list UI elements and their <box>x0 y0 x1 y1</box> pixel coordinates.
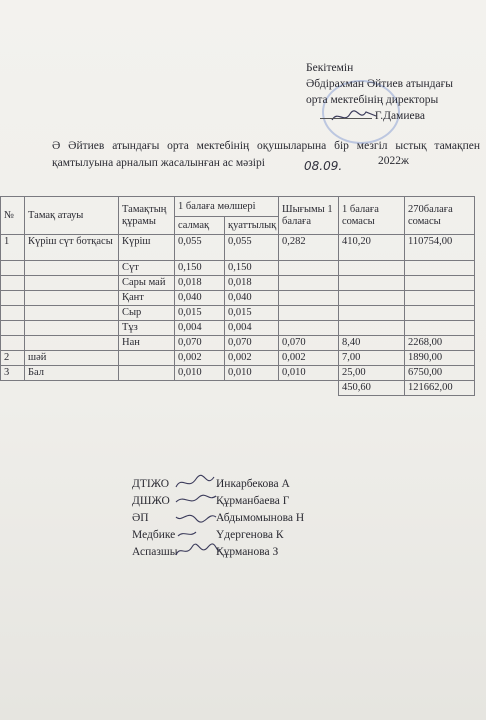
header-yield: Шығымы 1 балаға <box>279 197 339 235</box>
signature-name: Құрманбаева Г <box>216 495 290 507</box>
table-row <box>1 291 475 306</box>
total-price270: 121662,00 <box>405 381 475 396</box>
table-row <box>1 321 475 336</box>
cell-yield <box>279 321 339 336</box>
title-line1: Ә Әйтиев атындағы орта мектебінің оқушыларына бір мезгіл ыстық тамақпен <box>52 140 480 152</box>
cell-ingredient: Күріш <box>119 235 175 261</box>
signature-row <box>132 544 392 561</box>
menu-table <box>0 196 475 396</box>
cell-yield: 0,010 <box>279 366 339 381</box>
header-net: қуаттылық <box>225 217 279 235</box>
header-composition: Тамақтың құрамы <box>119 197 175 235</box>
cell-yield <box>279 276 339 291</box>
signature-block <box>132 476 392 561</box>
cell-ingredient: Сүт <box>119 261 175 276</box>
header-num: № <box>1 197 25 235</box>
cell-price270 <box>405 306 475 321</box>
cell-net: 0,015 <box>225 306 279 321</box>
cell-price270 <box>405 291 475 306</box>
cell-num: 2 <box>1 351 25 366</box>
signature-row <box>132 476 392 493</box>
signature-role: ДШЖО <box>132 495 170 507</box>
cell-gross: 0,040 <box>175 291 225 306</box>
cell-price270: 2268,00 <box>405 336 475 351</box>
table-row <box>1 276 475 291</box>
table-row <box>1 261 475 276</box>
cell-ingredient <box>119 366 175 381</box>
cell-gross: 0,015 <box>175 306 225 321</box>
cell-num: 3 <box>1 366 25 381</box>
cell-gross: 0,070 <box>175 336 225 351</box>
cell-dish <box>25 336 119 351</box>
header-price270: 270балаға сомасы <box>405 197 475 235</box>
signature-role: ӘП <box>132 512 149 524</box>
signature-name: Құрманова З <box>216 546 279 558</box>
cell-gross: 0,018 <box>175 276 225 291</box>
cell-num <box>1 321 25 336</box>
cell-price270 <box>405 321 475 336</box>
cell-price270 <box>405 261 475 276</box>
cell-yield <box>279 261 339 276</box>
cell-yield <box>279 291 339 306</box>
cell-net: 0,018 <box>225 276 279 291</box>
cell-ingredient <box>119 351 175 366</box>
cell-ingredient: Қант <box>119 291 175 306</box>
cell-gross: 0,002 <box>175 351 225 366</box>
cell-price1: 7,00 <box>339 351 405 366</box>
cell-net: 0,070 <box>225 336 279 351</box>
signature-name: Инкарбекова А <box>216 478 290 490</box>
signature-role: Аспазшы <box>132 546 178 558</box>
handwritten-signature <box>174 541 222 561</box>
cell-price1 <box>339 321 405 336</box>
header-norm: 1 балаға мөлшері <box>175 197 279 217</box>
cell-ingredient: Сары май <box>119 276 175 291</box>
cell-num <box>1 291 25 306</box>
total-price1: 450,60 <box>339 381 405 396</box>
cell-dish <box>25 291 119 306</box>
signature-role: ДТІЖО <box>132 478 170 490</box>
table-row <box>1 336 475 351</box>
table-row <box>1 366 475 381</box>
cell-price1 <box>339 306 405 321</box>
cell-price1: 25,00 <box>339 366 405 381</box>
menu-date: 08.09. <box>304 159 343 173</box>
cell-price270: 110754,00 <box>405 235 475 261</box>
cell-dish <box>25 306 119 321</box>
cell-net: 0,010 <box>225 366 279 381</box>
signature-row <box>132 527 392 544</box>
cell-dish: Бал <box>25 366 119 381</box>
cell-ingredient: Тұз <box>119 321 175 336</box>
cell-ingredient: Сыр <box>119 306 175 321</box>
cell-price270: 6750,00 <box>405 366 475 381</box>
cell-price1 <box>339 276 405 291</box>
cell-num <box>1 336 25 351</box>
cell-num <box>1 261 25 276</box>
document-title <box>52 138 480 172</box>
cell-net: 0,002 <box>225 351 279 366</box>
title-line2: қамтылуына арналып жасалынған ас мәзірі <box>52 157 265 169</box>
cell-price1 <box>339 261 405 276</box>
header-gross: салмақ <box>175 217 225 235</box>
cell-price270: 1890,00 <box>405 351 475 366</box>
cell-dish <box>25 321 119 336</box>
cell-price270 <box>405 276 475 291</box>
signature-name: Үдергенова К <box>216 529 284 541</box>
cell-price1: 8,40 <box>339 336 405 351</box>
cell-gross: 0,010 <box>175 366 225 381</box>
cell-net: 0,055 <box>225 235 279 261</box>
signature-name: Абдымомынова Н <box>216 512 305 524</box>
signature-row <box>132 510 392 527</box>
cell-yield: 0,002 <box>279 351 339 366</box>
cell-ingredient: Нан <box>119 336 175 351</box>
approval-heading: Бекітемін <box>306 62 354 74</box>
approval-block <box>306 60 482 124</box>
approval-director: Г.Дамиева <box>306 108 482 124</box>
cell-num <box>1 306 25 321</box>
cell-dish <box>25 261 119 276</box>
cell-net: 0,004 <box>225 321 279 336</box>
cell-gross: 0,150 <box>175 261 225 276</box>
cell-num: 1 <box>1 235 25 261</box>
cell-dish <box>25 276 119 291</box>
menu-year: 2022ж <box>378 155 409 167</box>
cell-dish: шәй <box>25 351 119 366</box>
cell-gross: 0,004 <box>175 321 225 336</box>
cell-price1: 410,20 <box>339 235 405 261</box>
cell-net: 0,040 <box>225 291 279 306</box>
table-row <box>1 235 475 261</box>
signature-role: Медбике <box>132 529 176 541</box>
table-row <box>1 351 475 366</box>
cell-yield <box>279 306 339 321</box>
cell-dish: Күріш сүт ботқасы <box>25 235 119 261</box>
signature-row <box>132 493 392 510</box>
cell-yield: 0,282 <box>279 235 339 261</box>
cell-gross: 0,055 <box>175 235 225 261</box>
cell-yield: 0,070 <box>279 336 339 351</box>
table-row <box>1 306 475 321</box>
cell-price1 <box>339 291 405 306</box>
approval-line2: орта мектебінің директоры <box>306 94 439 106</box>
approval-line1: Әбдірахман Әйтиев атындағы <box>306 78 454 90</box>
header-dish: Тамақ атауы <box>25 197 119 235</box>
cell-num <box>1 276 25 291</box>
header-price1: 1 балаға сомасы <box>339 197 405 235</box>
cell-net: 0,150 <box>225 261 279 276</box>
